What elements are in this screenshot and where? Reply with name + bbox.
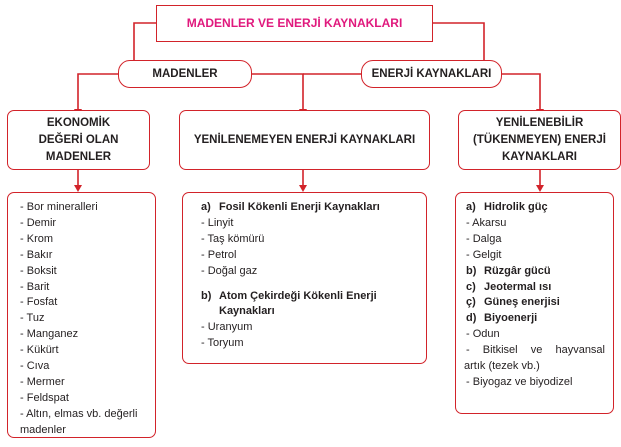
list-item: - Barit — [20, 280, 147, 296]
list-item: - Feldspat — [20, 391, 147, 407]
list-item: - Bakır — [20, 248, 147, 264]
list-item: - Bor mineralleri — [20, 200, 147, 216]
section-ruzgar — [466, 264, 605, 280]
yenilenebilir-label-line-2: (TÜKENMEYEN) ENERJİ — [473, 133, 606, 146]
list-item: - Manganez — [20, 327, 147, 343]
yenilenebilir-label-line-1: YENİLENEBİLİR — [495, 116, 584, 129]
ekonomik-list-box — [7, 192, 156, 438]
section-title: Fosil Kökenli Enerji Kaynakları — [219, 201, 380, 213]
list-item: - Petrol — [201, 248, 418, 264]
connector-enerji-right — [502, 74, 540, 110]
section-gunes — [466, 295, 605, 311]
section-biyoenerji — [466, 311, 605, 327]
list-item-bitkisel — [466, 343, 605, 375]
list-item: - Cıva — [20, 359, 147, 375]
list-item: - Boksit — [20, 264, 147, 280]
connector-title-madenler — [134, 23, 156, 65]
ekonomik-box — [7, 110, 150, 170]
connector-madenler-left — [78, 74, 118, 110]
list-item: - Gelgit — [466, 248, 605, 264]
section-title-line-2: Kaynakları — [219, 305, 275, 318]
section-title: Biyoenerji — [484, 312, 538, 325]
madenler-box — [118, 60, 252, 88]
enerji-kaynaklari-label: ENERJİ KAYNAKLARI — [371, 67, 492, 80]
section-jeotermal — [466, 280, 605, 296]
section-letter: c) — [466, 280, 476, 293]
section-title-line-1: Atom Çekirdeği Kökenli Enerji — [219, 289, 377, 302]
list-item: - Odun — [466, 327, 605, 343]
list-item-last — [20, 407, 147, 439]
enerji-kaynaklari-box — [361, 60, 502, 88]
yenilenebilir-box — [458, 110, 621, 170]
section-atom — [201, 289, 418, 321]
section-title: Hidrolik güç — [484, 201, 548, 213]
list-item: - Demir — [20, 216, 147, 232]
section-hidrolik — [466, 200, 605, 216]
list-item-last-line-2: madenler — [20, 423, 66, 436]
yenilenemeyen-label: YENİLENEMEYEN ENERJİ KAYNAKLARI — [193, 133, 416, 146]
ekonomik-label-line-3: MADENLER — [45, 150, 112, 163]
section-letter: a) — [201, 201, 211, 213]
list-item: - Mermer — [20, 375, 147, 391]
arrowhead-yenilenemeyen-list — [299, 185, 307, 192]
list-item: - Toryum — [201, 336, 418, 352]
list-item: - Akarsu — [466, 216, 605, 232]
section-title: Güneş enerjisi — [484, 296, 560, 309]
arrowhead-yenilenebilir-list — [536, 185, 544, 192]
section-title: Jeotermal ısı — [484, 280, 552, 293]
yenilenemeyen-box — [179, 110, 430, 170]
yenilenebilir-label-line-3: KAYNAKLARI — [502, 150, 577, 163]
section-letter: ç) — [466, 296, 476, 309]
section-letter: b) — [201, 289, 212, 302]
list-item: - Kükürt — [20, 343, 147, 359]
list-item: - Taş kömürü — [201, 232, 418, 248]
list-item: - Biyogaz ve biyodizel — [466, 375, 605, 391]
madenler-label: MADENLER — [152, 67, 218, 80]
list-item: - Krom — [20, 232, 147, 248]
list-item: - Dalga — [466, 232, 605, 248]
arrowhead-ekonomik-list — [74, 185, 82, 192]
ekonomik-label-line-1: EKONOMİK — [46, 116, 111, 129]
page-title: MADENLER VE ENERJİ KAYNAKLARI — [186, 16, 403, 30]
list-item: - Doğal gaz — [201, 264, 418, 280]
list-item: - Tuz — [20, 311, 147, 327]
yenilenemeyen-list-box — [182, 192, 427, 364]
list-item: - Linyit — [201, 216, 418, 232]
section-fosil — [201, 200, 418, 216]
list-item: - Uranyum — [201, 320, 418, 336]
yenilenebilir-list-box — [455, 192, 614, 414]
list-item-bitkisel-line-1: - Bitkisel ve hayvansal — [466, 344, 605, 357]
section-letter: b) — [466, 264, 477, 277]
list-item-last-line-1: - Altın, elmas vb. değerli — [20, 407, 138, 420]
list-item-bitkisel-line-2: artık (tezek vb.) — [464, 360, 540, 373]
section-letter: d) — [466, 312, 477, 325]
title-box — [156, 5, 433, 42]
connector-madenler-right — [252, 74, 303, 110]
connector-title-enerji — [433, 23, 484, 65]
section-letter: a) — [466, 201, 476, 213]
ekonomik-label-line-2: DEĞERİ OLAN — [38, 133, 119, 146]
list-item: - Fosfat — [20, 295, 147, 311]
section-title: Rüzgâr gücü — [484, 264, 551, 277]
